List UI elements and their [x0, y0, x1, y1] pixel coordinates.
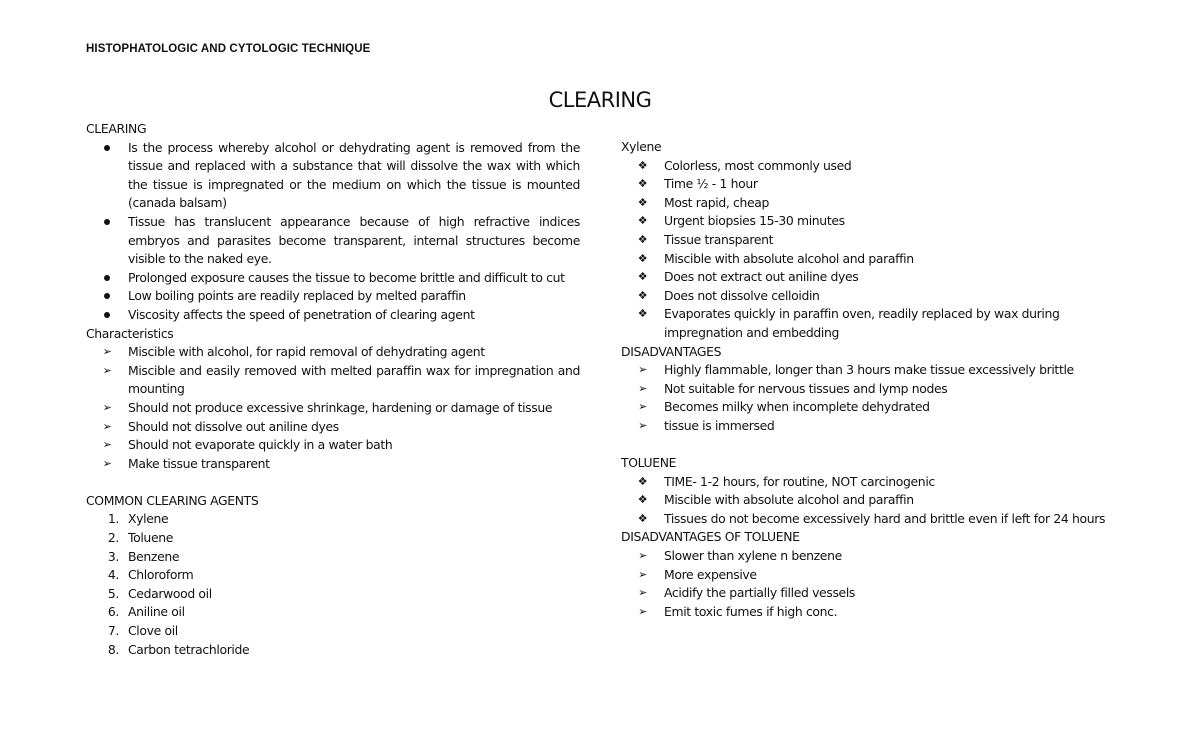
arrow-bullet-icon: ➢ — [638, 604, 647, 618]
left-column — [86, 120, 580, 659]
diamond-bullet-icon: ❖ — [637, 214, 648, 228]
list-item: 3. Benzene — [107, 548, 180, 564]
arrow-bullet-icon: ➢ — [102, 400, 112, 414]
toluene-disadvantages-list — [621, 547, 1121, 621]
list-item: Is the process whereby alcohol or dehydrating agent is removed from the tissue and replaced with a substance that will dissolve the wax with which the tissue is impregnated or the medium on which the tissue is mounted (canada balsam) — [86, 139, 580, 213]
bullet-icon — [86, 269, 128, 288]
list-item: ➢ Emit toxic fumes if high conc. — [621, 603, 1121, 622]
list-item: ➢ Becomes milky when incomplete dehydrated — [621, 398, 1121, 417]
characteristics-list — [86, 343, 580, 473]
arrow-bullet-icon: ➢ — [102, 438, 112, 452]
list-item: ❖ Evaporates quickly in paraffin oven, readily replaced by wax during impregnation and embedding — [621, 305, 1121, 342]
list-item: ❖ Does not dissolve celloidin — [621, 287, 1121, 306]
arrow-bullet-icon: ➢ — [638, 567, 647, 581]
arrow-bullet-icon: ➢ — [638, 400, 647, 414]
diamond-bullet-icon: ❖ — [637, 493, 648, 507]
arrow-bullet-icon: ➢ — [102, 363, 112, 377]
list-item: ❖ Tissues do not become excessively hard and brittle even if left for 24 hours — [621, 510, 1121, 529]
diamond-bullet-icon: ❖ — [637, 288, 648, 302]
agents-list — [86, 510, 580, 659]
bullet-icon — [86, 287, 128, 306]
clearing-heading: CLEARING — [86, 121, 147, 136]
arrow-bullet-icon: ➢ — [638, 549, 647, 563]
right-column — [621, 138, 1121, 621]
list-item: ➢ Should not evaporate quickly in a water bath — [86, 436, 580, 455]
diamond-bullet-icon: ❖ — [637, 307, 648, 321]
common-agents-heading: COMMON CLEARING AGENTS — [86, 492, 259, 508]
running-header: HISTOPHATOLOGIC AND CYTOLOGIC TECHNIQUE — [86, 43, 371, 55]
bullet-icon — [86, 139, 128, 213]
arrow-bullet-icon: ➢ — [102, 456, 112, 470]
diamond-bullet-icon: ❖ — [637, 195, 648, 209]
xylene-heading: Xylene — [621, 139, 662, 154]
list-item: ➢ Should not dissolve out aniline dyes — [86, 418, 580, 437]
bullet-icon — [86, 213, 128, 269]
list-item: Prolonged exposure causes the tissue to become brittle and difficult to cut — [86, 269, 580, 288]
list-item: ➢ Acidify the partially filled vessels — [621, 584, 1121, 603]
diamond-bullet-icon: ❖ — [637, 474, 648, 488]
characteristics-heading: Characteristics — [86, 325, 174, 341]
list-item: ❖ Colorless, most commonly used — [621, 157, 1121, 176]
list-item: 7. Clove oil — [107, 623, 178, 639]
bullet-icon — [86, 306, 128, 325]
toluene-heading: TOLUENE — [621, 455, 677, 471]
arrow-bullet-icon: ➢ — [638, 418, 647, 432]
arrow-bullet-icon: ➢ — [638, 381, 647, 395]
xylene-list — [621, 157, 1121, 343]
list-item: 1. Xylene — [107, 511, 169, 527]
list-item: 8. Carbon tetrachloride — [107, 641, 250, 657]
diamond-bullet-icon: ❖ — [637, 232, 648, 246]
diamond-bullet-icon: ❖ — [637, 251, 648, 265]
list-item: ❖ Miscible with absolute alcohol and paraffin — [621, 491, 1121, 510]
list-item: ❖ Tissue transparent — [621, 231, 1121, 250]
diamond-bullet-icon: ❖ — [637, 177, 648, 191]
list-item: ❖ Does not extract out aniline dyes — [621, 268, 1121, 287]
list-item: 2. Toluene — [107, 530, 173, 546]
list-item: Low boiling points are readily replaced by melted paraffin — [86, 287, 580, 306]
toluene-disadvantages-heading: DISADVANTAGES OF TOLUENE — [621, 529, 800, 545]
list-item: 6. Aniline oil — [107, 604, 185, 620]
list-item: ❖ Time ½ - 1 hour — [621, 175, 1121, 194]
list-item: 4. Chloroform — [107, 567, 194, 583]
list-item: ➢ Make tissue transparent — [86, 455, 580, 474]
list-item: ➢ More expensive — [621, 566, 1121, 585]
list-item: ➢ Miscible with alcohol, for rapid removal of dehydrating agent — [86, 343, 580, 362]
page-title: CLEARING — [548, 88, 652, 112]
list-item: 5. Cedarwood oil — [107, 585, 212, 601]
list-item: ❖ TIME- 1-2 hours, for routine, NOT carcinogenic — [621, 473, 1121, 492]
list-item: ➢ Not suitable for nervous tissues and lymp nodes — [621, 380, 1121, 399]
list-item: Viscosity affects the speed of penetration of clearing agent — [86, 306, 580, 325]
diamond-bullet-icon: ❖ — [637, 511, 648, 525]
list-item: Tissue has translucent appearance because of high refractive indices embryos and parasites become transparent, internal structures become visible to the naked eye. — [86, 213, 580, 269]
xylene-disadvantages-list — [621, 361, 1121, 435]
list-item: ❖ Most rapid, cheap — [621, 194, 1121, 213]
list-item: ➢ Miscible and easily removed with melted paraffin wax for impregnation and mounting — [86, 362, 580, 399]
arrow-bullet-icon: ➢ — [102, 345, 112, 359]
diamond-bullet-icon: ❖ — [637, 158, 648, 172]
toluene-list — [621, 473, 1121, 529]
list-item: ❖ Urgent biopsies 15-30 minutes — [621, 212, 1121, 231]
diamond-bullet-icon: ❖ — [637, 270, 648, 284]
arrow-bullet-icon: ➢ — [102, 419, 112, 433]
list-item: ➢ Slower than xylene n benzene — [621, 547, 1121, 566]
list-item: ❖ Miscible with absolute alcohol and paraffin — [621, 250, 1121, 269]
list-item: ➢ Should not produce excessive shrinkage, hardening or damage of tissue — [86, 399, 580, 418]
list-item: ➢ Highly flammable, longer than 3 hours make tissue excessively brittle — [621, 361, 1121, 380]
arrow-bullet-icon: ➢ — [638, 363, 647, 377]
arrow-bullet-icon: ➢ — [638, 586, 647, 600]
list-item: ➢ tissue is immersed — [621, 417, 1121, 436]
xylene-disadvantages-heading: DISADVANTAGES — [621, 343, 722, 359]
clearing-list — [86, 139, 580, 325]
